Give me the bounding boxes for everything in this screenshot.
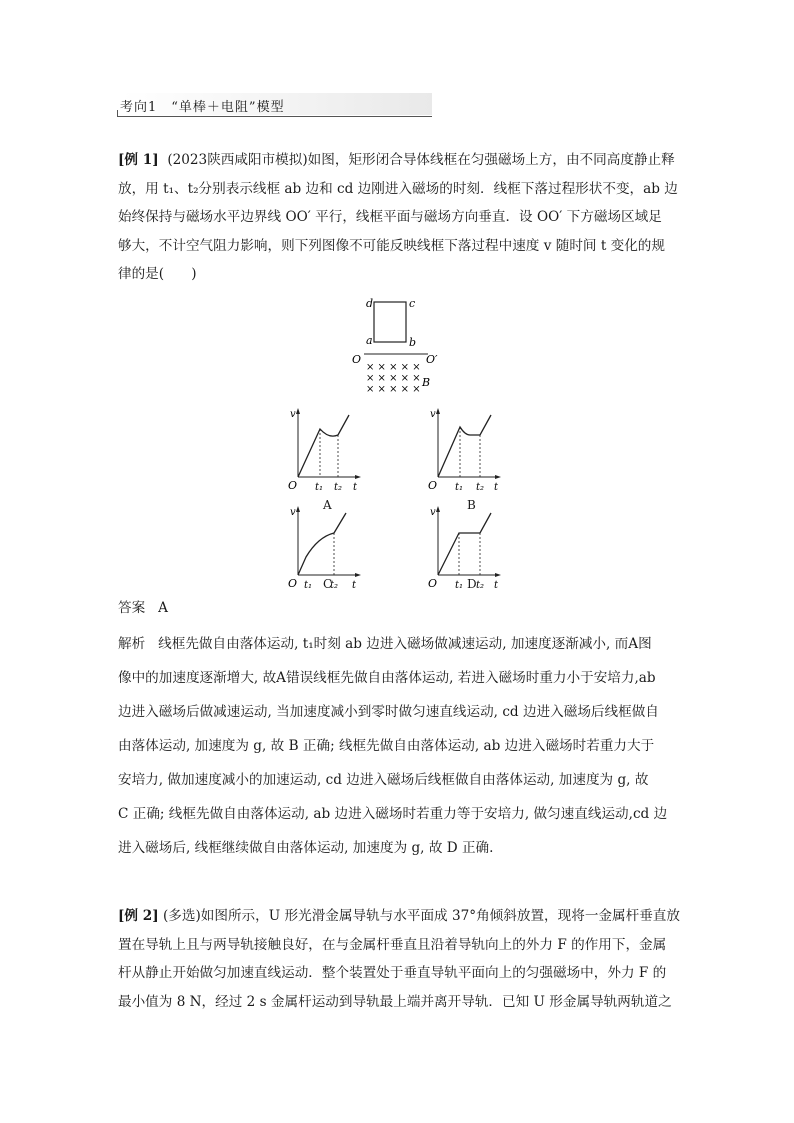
boundary-label-O-prime: O′ <box>426 353 438 366</box>
magnetic-field-row-2: × × × × × <box>366 373 421 384</box>
answer-value: A <box>158 600 168 616</box>
graph-D-t-label: t <box>494 580 499 591</box>
graph-C-v-arrow <box>296 506 300 512</box>
example1-line-5: 律的是( ) <box>118 266 197 282</box>
graph-C-t-label: t <box>352 580 357 591</box>
example1-line-3: 始终保持与磁场水平边界线 OO′ 平行，线框平面与磁场方向垂直．设 OO′ 下方磁场区域足 <box>118 209 662 225</box>
analysis-label: 解析 <box>118 636 146 652</box>
wire-frame <box>374 302 406 342</box>
analysis-line-3: 边进入磁场后做减速运动, 当加速度减小到零时做匀速直线运动, cd 边进入磁场后线框做自 <box>118 704 659 720</box>
example2-line-4: 最小值为 8 N，经过 2 s 金属杆运动到导轨最上端并离开导轨．已知 U 形金属导轨两轨道之 <box>118 993 672 1010</box>
graph-B-t-arrow <box>495 475 501 479</box>
graph-C-origin: O <box>288 577 298 590</box>
graph-C-v-label: v <box>290 507 296 518</box>
analysis-block <box>118 627 680 865</box>
graph-B-caption: B <box>467 498 476 512</box>
field-label-B: B <box>422 376 431 389</box>
graph-A-curve <box>298 415 349 477</box>
frame-label-d: d <box>366 297 374 310</box>
graph-D-t-arrow <box>495 573 501 577</box>
example2-line-1: [例 2] (多选)如图所示，U 形光滑金属导轨与水平面成 37°角倾斜放置，现将一金属杆垂直放 <box>118 908 680 924</box>
analysis-line-7: 进入磁场后, 线框继续做自由落体运动, 加速度为 g, 故 D 正确. <box>118 840 494 856</box>
graph-A <box>286 405 366 497</box>
example2-question <box>118 902 680 1016</box>
graph-A-origin: O <box>288 479 298 492</box>
frame-label-c: c <box>409 297 416 310</box>
graph-B-v-arrow <box>436 408 440 414</box>
graph-B-t2-label: t₂ <box>476 482 485 493</box>
analysis-line-6: C 正确; 线框先做自由落体运动, ab 边进入磁场时若重力等于安培力, 做匀速直线运动,cd 边 <box>118 806 668 822</box>
section-underline-tick <box>117 110 118 117</box>
answer-line <box>118 594 680 623</box>
graph-D-origin: O <box>428 577 438 590</box>
graph-D-t1-label: t₁ <box>455 580 464 591</box>
graph-D-caption: D <box>467 577 477 591</box>
graph-A-t2-label: t₂ <box>334 482 343 493</box>
example1-line-2: 放，用 t₁、t₂分别表示线框 ab 边和 cd 边刚进入磁场的时刻．线框下落过程形状不变，ab 边 <box>118 180 678 197</box>
graph-B <box>426 405 506 497</box>
graph-B-origin: O <box>428 479 438 492</box>
graph-A-t1-label: t₁ <box>315 482 324 493</box>
graph-D-v-arrow <box>436 506 440 512</box>
graph-C-curve <box>298 513 346 575</box>
graph-B-t-label: t <box>494 482 499 493</box>
boundary-label-O: O <box>352 353 362 366</box>
example2-line-3: 杆从静止开始做匀加速直线运动．整个装置处于垂直导轨平面向上的匀强磁场中，外力 F 的 <box>118 965 667 981</box>
graph-C-t-arrow <box>355 573 361 577</box>
graph-A-t-label: t <box>353 482 358 493</box>
frame-label-a: a <box>366 334 373 347</box>
frame-label-b: b <box>409 336 417 349</box>
wire-frame-figure <box>330 292 470 397</box>
analysis-line-4: 由落体运动, 加速度为 g, 故 B 正确; 线框先做自由落体运动, ab 边进入磁场时若重力大于 <box>118 738 655 754</box>
graph-B-curve <box>438 415 491 477</box>
graph-A-caption: A <box>323 498 332 512</box>
analysis-line-2: 像中的加速度逐渐增大, 故A错误线框先做自由落体运动, 若进入磁场时重力小于安培力,ab <box>118 670 656 686</box>
graph-A-v-arrow <box>296 408 300 414</box>
graph-C-caption: C <box>323 577 333 591</box>
graph-D-t2-label: t₂ <box>476 580 485 591</box>
example1-label: [例 1] <box>118 152 159 168</box>
example1-question <box>118 146 680 289</box>
graph-D <box>426 503 506 595</box>
graph-D-v-label: v <box>430 507 436 518</box>
example2-label: [例 2] <box>118 908 159 924</box>
example1-line-4: 够大，不计空气阻力影响，则下列图像不可能反映线框下落过程中速度 v 随时间 t 变化的规 <box>118 237 665 254</box>
analysis-line-1: 解析 线框先做自由落体运动, t₁时刻 ab 边进入磁场做减速运动, 加速度逐渐减小, 而A图 <box>118 636 652 652</box>
graph-C-t2-label: t₂ <box>330 580 339 591</box>
graph-C-t1-label: t₁ <box>304 580 313 591</box>
graph-A-v-label: v <box>290 409 296 420</box>
graph-A-t-arrow <box>355 475 361 479</box>
answer-label: 答案 <box>118 600 146 616</box>
section-underline <box>117 116 432 117</box>
example2-line-2: 置在导轨上且与两导轨接触良好，在与金属杆垂直且沿着导轨向上的外力 F 的作用下，金属 <box>118 936 667 953</box>
graph-B-t1-label: t₁ <box>455 482 464 493</box>
analysis-line-5: 安培力, 做加速度减小的加速运动, cd 边进入磁场后线框做自由落体运动, 加速度为 g, 故 <box>118 772 649 788</box>
section-title: 考向1 “单棒＋电阻”模型 <box>120 100 285 115</box>
graph-B-v-label: v <box>430 409 436 420</box>
magnetic-field-row-3: × × × × × <box>366 384 421 395</box>
graph-D-curve <box>438 513 491 575</box>
magnetic-field-row-1: × × × × × <box>366 362 421 373</box>
example1-line-1: [例 1] (2023陕西咸阳市模拟)如图，矩形闭合导体线框在匀强磁场上方，由不同高度静止释 <box>118 152 675 168</box>
